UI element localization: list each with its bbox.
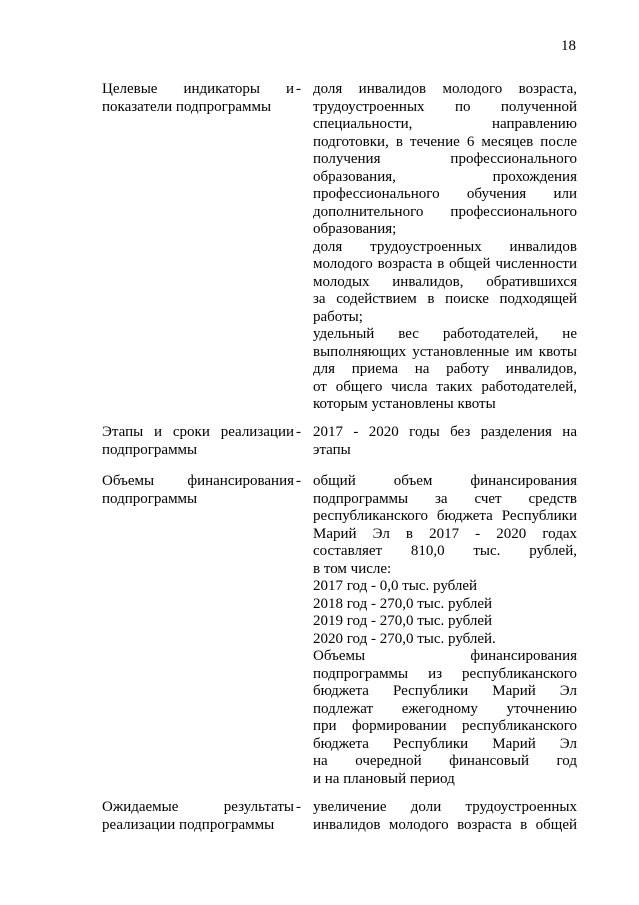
label-line: показатели подпрограммы [102,98,272,115]
paragraph [313,648,577,788]
row-dash: - [296,424,301,440]
row-label [102,424,294,459]
label-line: подпрограммы [102,441,198,458]
paragraph [313,473,577,648]
value-line: 2017 - 2020 годы без разделения на [313,424,577,440]
value-line: Объемы финансирования [313,648,577,664]
value-line: образования; [313,221,397,237]
value-line: 2018 год - 270,0 тыс. рублей [313,595,493,612]
value-line: специальности, направлению [313,116,577,132]
value-line: инвалидов молодого возраста в общей [313,816,577,833]
value-line: бюджета Республики Марий Эл [313,683,577,699]
value-line: республиканского бюджета Республики [313,508,577,524]
value-line: составляет 810,0 тыс. рублей, [313,543,577,559]
value-line: общий объем финансирования [313,473,577,489]
value-line: профессионального обучения или [313,186,577,202]
paragraph [313,81,577,239]
label-line: Объемы финансирования [102,473,294,489]
value-line: доля трудоустроенных инвалидов [313,238,577,255]
value-line: молодого возраста в общей численности [313,256,577,272]
value-line: подлежат ежегодному уточнению [313,700,577,717]
value-line: и на плановый период [313,770,455,787]
label-line: Ожидаемые результаты [102,799,294,815]
row-value [313,799,577,834]
row-value [313,81,577,414]
value-line: подпрограммы за счет средств [313,490,577,507]
value-line: 2020 год - 270,0 тыс. рублей. [313,630,496,647]
value-line: Марий Эл в 2017 - 2020 годах [313,525,577,542]
value-line: доля инвалидов молодого возраста, [313,81,577,97]
row-value [313,424,577,459]
page-number: 18 [561,38,576,54]
row-label [102,81,294,116]
value-line: за содействием в поиске подходящей [313,291,577,307]
row-dash: - [296,81,301,97]
value-line: выполняющих установленные им квоты [313,343,577,360]
paragraph [313,424,577,459]
value-line: получения профессионального [313,151,577,167]
value-line: подпрограммы из республиканского [313,665,577,682]
row-label [102,473,294,508]
label-line: Целевые индикаторы и [102,81,294,97]
value-line: увеличение доли трудоустроенных [313,799,577,815]
value-line: при формировании республиканского [313,718,577,734]
value-line: работы; [313,308,363,325]
value-line: подготовки, в течение 6 месяцев после [313,133,577,150]
paragraph [313,239,577,327]
row-dash: - [296,799,301,815]
row-value [313,473,577,788]
value-line: 2017 год - 0,0 тыс. рублей [313,578,478,594]
value-line: образования, прохождения [313,168,577,185]
value-line: в том числе: [313,560,392,577]
paragraph [313,326,577,414]
value-line: молодых инвалидов, обратившихся [313,273,577,290]
value-line: на очередной финансовый год [313,753,577,769]
value-line: этапы [313,441,351,458]
value-line: удельный вес работодателей, не [313,326,577,342]
label-line: Этапы и сроки реализации [102,424,294,440]
value-line: дополнительного профессионального [313,203,577,220]
value-line: трудоустроенных по полученной [313,98,577,115]
label-line: реализации подпрограммы [102,816,275,833]
value-line: которым установлены квоты [313,396,496,412]
paragraph [313,799,577,834]
value-line: бюджета Республики Марий Эл [313,735,577,752]
value-line: 2019 год - 270,0 тыс. рублей [313,613,493,629]
row-label [102,799,294,834]
row-dash: - [296,473,301,489]
label-line: подпрограммы [102,490,198,507]
value-line: для приема на работу инвалидов, [313,361,577,377]
value-line: от общего числа таких работодателей, [313,378,577,395]
